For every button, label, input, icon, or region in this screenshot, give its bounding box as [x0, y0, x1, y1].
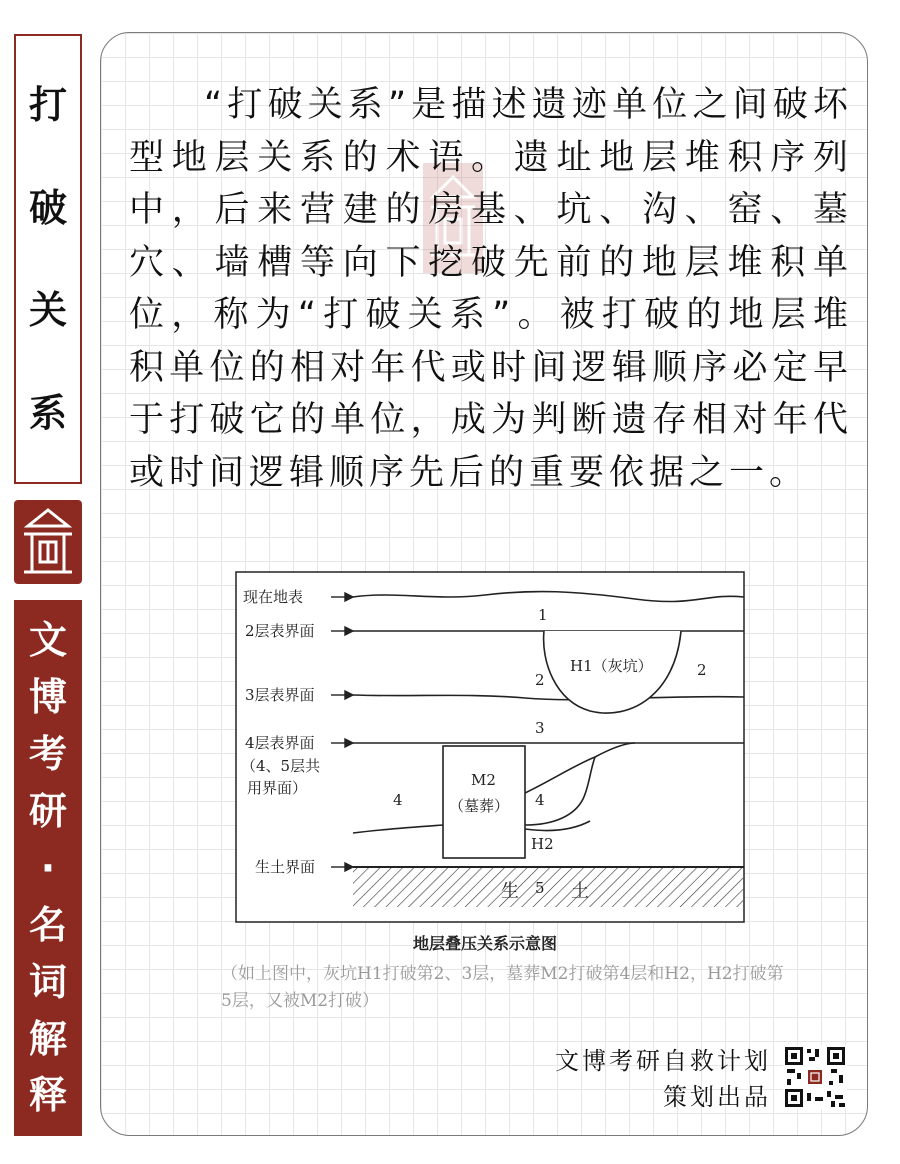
label-layer1: 1	[538, 606, 548, 624]
title-char: 关	[28, 288, 67, 333]
title-char: 破	[28, 185, 67, 230]
natural-soil-band	[353, 867, 743, 907]
brand-char: 解	[28, 1016, 67, 1061]
definition-text: “打破关系”是描述遗迹单位之间破坏型地层关系的术语。遗址地层堆积序列中，后来营建的房基、坑、沟、窑、墓穴、墙槽等向下挖破先前的地层堆积单位，称为“打破关系”。被打破的地层堆积单位的相对年代或时间逻辑顺序必定早于打破它的单位，成为判断遗存相对年代或时间逻辑顺序先后的重要依据之一。	[129, 85, 853, 493]
sidebar-brand	[14, 600, 82, 1136]
brand-char: 词	[28, 959, 67, 1004]
label-soil-b: 土	[571, 881, 589, 902]
brand-char: 考	[28, 732, 67, 777]
brand-char: 研	[28, 789, 67, 834]
content-card	[100, 32, 868, 1136]
figure-note: （如上图中，灰坑H1打破第2、3层，墓葬M2打破第4层和H2，H2打破第5层，又被M2打破）	[221, 964, 784, 1011]
label-layer5: 5	[535, 879, 545, 897]
label-m2-sub: （墓葬）	[449, 797, 510, 815]
sidebar-title	[14, 34, 82, 484]
credit-line-1: 文博考研自救计划	[555, 1047, 771, 1075]
label-surface: 现在地表	[243, 588, 304, 606]
label-layer4-c: 用界面）	[247, 779, 308, 797]
brand-char: 名	[28, 902, 67, 947]
seal-icon	[14, 500, 82, 584]
label-soil: 生土界面	[255, 858, 316, 876]
brand-char: ·	[40, 845, 56, 890]
label-layer2-left: 2	[535, 671, 545, 689]
label-h2: H2	[531, 835, 554, 853]
label-layer3: 3层表界面	[245, 686, 315, 704]
label-layer4-b: （4、5层共	[241, 757, 321, 775]
credit-block	[555, 1043, 771, 1115]
qr-code-icon	[783, 1045, 847, 1109]
title-char: 打	[28, 83, 67, 128]
stratigraphy-diagram	[235, 571, 745, 923]
label-layer3: 3	[535, 719, 545, 737]
label-layer4-right: 4	[535, 791, 545, 809]
label-layer2-right: 2	[697, 661, 707, 679]
label-layer4: 4层表界面	[245, 734, 315, 752]
figure-caption: 地层叠压关系示意图	[412, 934, 557, 953]
label-soil-a: 生	[501, 881, 519, 902]
label-m2: M2	[471, 771, 496, 789]
credit-line-2: 策划出品	[663, 1083, 771, 1111]
label-layer4-left: 4	[393, 791, 403, 809]
label-h1: H1（灰坑）	[570, 657, 653, 675]
brand-char: 博	[28, 675, 67, 720]
brand-char: 文	[28, 618, 67, 663]
title-char: 系	[28, 390, 67, 435]
label-layer2: 2层表界面	[245, 622, 315, 640]
brand-char: 释	[28, 1073, 67, 1118]
